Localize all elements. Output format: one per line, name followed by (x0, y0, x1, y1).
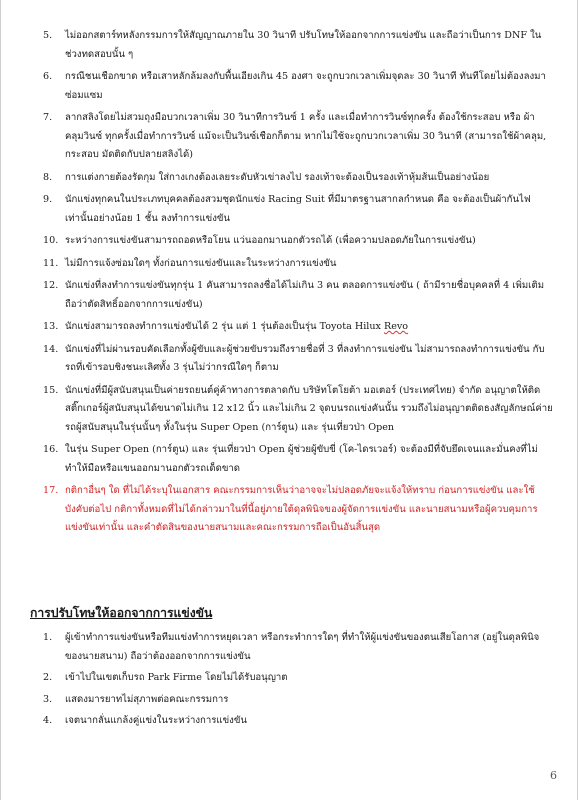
penalty-number: 4. (43, 715, 53, 726)
section-title: การปรับโทษให้ออกจากการแข่งขัน (30, 606, 213, 620)
rule-item (1, 318, 578, 337)
rule-number: 5. (43, 30, 53, 41)
penalty-text: แสดงมารยาทไม่สุภาพต่อคณะกรรมการ (65, 693, 229, 705)
rule-number: 6. (43, 71, 53, 82)
penalty-item (1, 669, 578, 688)
rule-number: 9. (43, 194, 53, 205)
rule-item (1, 169, 578, 188)
rule-number: 15. (43, 384, 59, 396)
rule-item (1, 232, 578, 251)
rule-number: 14. (43, 343, 59, 355)
rule-text: นักแข่งสามารถลงทำการแข่งขันได้ 2 รุ่น แต่ 1 รุ่นต้องเป็นรุ่น Toyota Hilux (65, 321, 384, 332)
penalty-number: 3. (43, 693, 53, 705)
penalty-item (1, 712, 578, 731)
rule-number: 16. (43, 444, 59, 455)
rule-text: กรณีชนเชือกขาด หรือเสาหลักล้มลงกับพื้นเอียงเกิน 45 องศา จะถูกบวกเวลาเพิ่มจุดละ 30 วินาที ทันทีโดยไม่ต้องลงมาซ่อมแซม (65, 71, 546, 101)
rule-text: การแต่งกายต้องรัดกุม ใส่กางเกงต้องเลยระดับหัวเข่าลงไป รองเท้าจะต้องเป็นรองเท้าหุ้มส้นเป็นอย่างน้อย (65, 171, 490, 183)
rule-text: กติกาอื่นๆ ใด ที่ไม่ได้ระบุในเอกสาร คณะกรรมการเห็นว่าอาจจะไม่ปลอดภัยจะแจ้งให้ทราบ ก่อนการแข่งขัน และใช้บังคับต่อไป กติกาทั้งหมดที่ไม่ได้กล่าวมาในที่นี้อยู่ภายใต้ดุลพินิจของผู้จัดการแข่งขัน และนายสนามหรือผู้ควบคุมการแข่งขันเท่านั้น และคำตัดสินของนายสนามและคณะกรรมการถือเป็นอันสิ้นสุด (65, 485, 538, 533)
rule-text: ในรุ่น Super Open (การ์ตูน) และ รุ่นเที่ยวป่า Open ผู้ช่วยผู้ขับขี่ (โค-ไดรเวอร์) จะต้องมีที่จับยึดเจนและมั่นคงที่ไม่ทำให้มือหรือแขนออกมานอกตัวรถเด็ดขาด (65, 444, 538, 474)
rule-number: 8. (43, 171, 53, 183)
page-number: 6 (550, 769, 557, 782)
penalty-number: 2. (43, 672, 53, 683)
rule-item (1, 341, 578, 378)
rule-item (1, 382, 578, 438)
rule-text: นักแข่งที่ไม่ผ่านรอบคัดเลือกทั้งผู้ขับและผู้ช่วยขับรวมถึงรายชื่อที่ 3 ที่ลงทำการแข่งขัน ไม่สามารถลงทำการแข่งขัน กับรถที่เข้ารอบชิงชนะเลิศทั้ง 3 รุ่นไม่ว่ากรณีใดๆ ก็ตาม (65, 343, 545, 373)
rule-text: ระหว่างการแข่งขันสามารถถอดหรือโยน แว่นออกมานอกตัวรถได้ (เพื่อความปลอดภัยในการแข่งขัน) (65, 235, 476, 246)
rule-number: 13. (43, 321, 59, 332)
rule-item (1, 255, 578, 274)
rule-item (1, 441, 578, 478)
rule-number: 17. (43, 485, 59, 496)
rule-text: ลากสลิงโดยไม่สวมถุงมือบวกเวลาเพิ่ม 30 วินาทีการวินซ์ 1 ครั้ง และเมื่อทำการวินซ์ทุกครั้ง ต้องใช้กระสอบ หรือ ผ้าคลุมวินซ์ ทุกครั้งเมื่อทำการวินซ์ แม้จะเป็นวินซ์เชือกก็ตาม หากไม่ใช้จะถูกบวกเวลาเพิ่ม 30 วินาที (สามารถใช้ผ้าคลุม, กระสอบ มัดติดกับปลายสลิงได้) (65, 112, 547, 160)
rule-text: นักแข่งที่ลงทำการแข่งขันทุกรุ่น 1 คันสามารถลงชื่อได้ไม่เกิน 3 คน ตลอดการแข่งขัน ( ถ้ามีรายชื่อบุคคลที่ 4 เพิ่มเติมถือว่าตัดสิทธิ์ออกจากการแข่งขัน) (65, 280, 545, 310)
rules-list (1, 27, 578, 542)
penalty-number: 1. (43, 632, 53, 643)
rule-text: นักแข่งที่มีผู้สนับสนุนเป็นค่ายรถยนต์คู่ค้าทางการตลาดกับ บริษัทโตโยต้า มอเตอร์ (ประเทศไทย) จำกัด อนุญาตให้ติดสติ๊กเกอร์ผู้สนับสนุนได้ขนาดไม่เกิน 12 x12 นิ้ว และไม่เกิน 2 จุดบนรถแข่งคันนั้น รวมถึงไม่อนุญาตติดธงสัญลักษณ์ค่ายรถผู้สนับสนุนในรุ่นนั้นๆ ทั้งในรุ่น Super Open (การ์ตูน) และ รุ่นเที่ยวป่า Open (65, 384, 553, 433)
rule-item (1, 68, 578, 105)
rule-text: ไม่ออกสตาร์ทหลังกรรมการให้สัญญาณภายใน 30 วินาที ปรับโทษให้ออกจากการแข่งขัน และถือว่าเป็นการ DNF ในช่วงทดสอบนั้น ๆ (65, 30, 542, 60)
rule-text: นักแข่งทุกคนในประเภทบุคคลต้องสวมชุดนักแข่ง Racing Suit ที่มีมาตรฐานสากลกำหนด คือ จะต้องเป็นผ้ากันไฟเท่านั้นอย่างน้อย 1 ชั้น ลงทำการแข่งขัน (65, 194, 531, 224)
rule-item (1, 277, 578, 314)
penalty-item (1, 691, 578, 710)
rule-item-highlighted (1, 482, 578, 538)
rule-text: ไม่มีการแจ้งซ่อมใดๆ ทั้งก่อนการแข่งขันและในระหว่างการแข่งขัน (65, 257, 337, 269)
rule-number: 12. (43, 280, 59, 291)
rule-item (1, 109, 578, 165)
rule-number: 10. (43, 235, 59, 246)
spellcheck-word: Revo (383, 321, 409, 332)
rule-item (1, 191, 578, 228)
penalty-text: เข้าไปในเขตเก็บรถ Park Firme โดยไม่ได้รับอนุญาต (65, 672, 288, 683)
penalty-text: ผู้เข้าทำการแข่งขันหรือทีมแข่งทำการหยุดเวลา หรือกระทำการใดๆ ที่ทำให้ผู้แข่งขันของตนเสียโอกาส (อยู่ในดุลพินิจของนายสนาม) ถือว่าต้องออกจากการแข่งขัน (65, 632, 540, 662)
penalty-text: เจตนากลั่นแกล้งคู่แข่งในระหว่างการแข่งขัน (65, 715, 247, 726)
penalty-item (1, 629, 578, 666)
rule-number: 7. (43, 112, 53, 123)
rule-number: 11. (43, 257, 59, 269)
rule-item (1, 27, 578, 64)
penalty-list (1, 629, 578, 734)
